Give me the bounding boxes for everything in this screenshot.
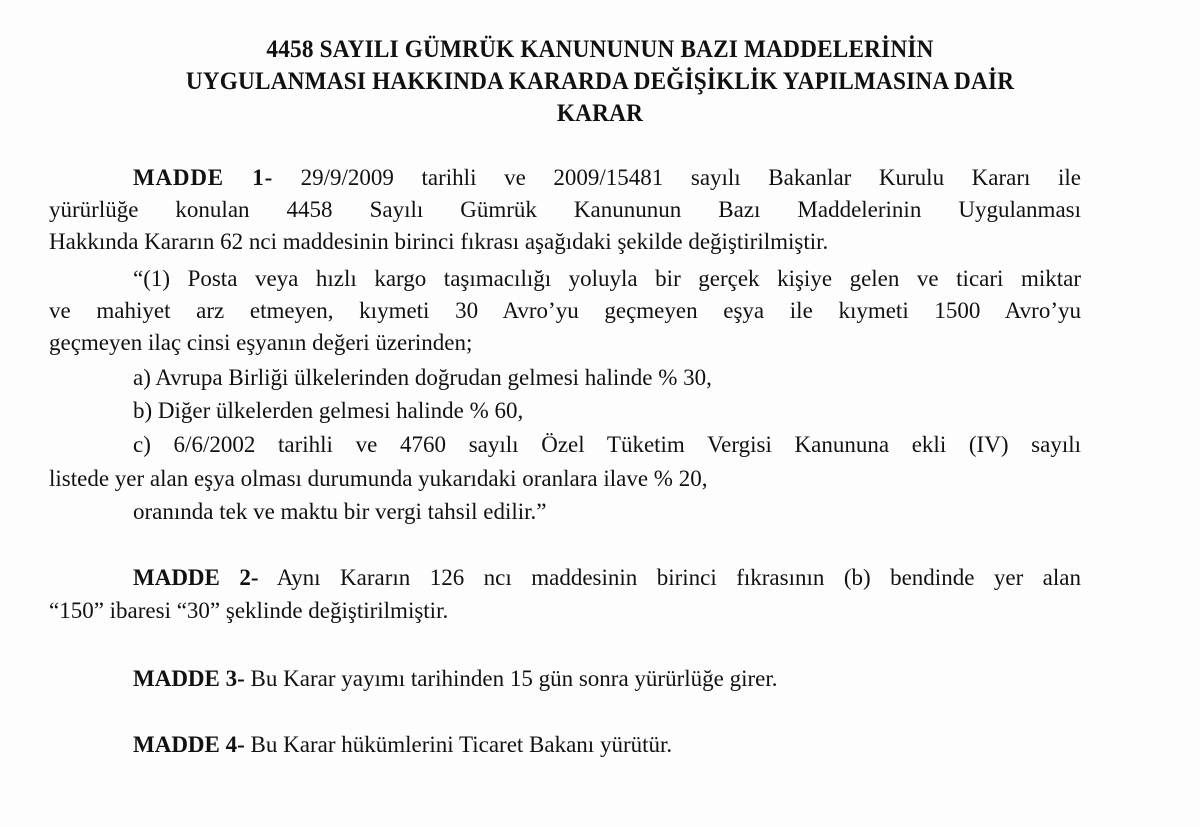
document-title-line-3: KARAR xyxy=(556,100,644,127)
madde-4-label: MADDE 4- xyxy=(133,732,245,757)
madde-2-line-2: “150” ibaresi “30” şeklinde değiştirilmiştir. xyxy=(49,598,449,623)
madde-1-item-c-line-2: listede yer alan eşya olması durumunda yukarıdaki oranlara ilave % 20, xyxy=(49,466,708,491)
madde-1-line-2: yürürlüğe konulan 4458 Sayılı Gümrük Kanununun Bazı Maddelerinin Uygulanması xyxy=(49,197,1081,222)
madde-1-label: MADDE 1- xyxy=(133,165,274,190)
madde-1-line-3: Hakkında Kararın 62 nci maddesinin birinci fıkrası aşağıdaki şekilde değiştirilmiştir. xyxy=(49,229,829,254)
madde-4 xyxy=(133,730,672,760)
document-title-line-2: UYGULANMASI HAKKINDA KARARDA DEĞİŞİKLİK YAPILMASINA DAİR xyxy=(185,68,1015,95)
madde-1-quote-line-1: “(1) Posta veya hızlı kargo taşımacılığı yoluyla bir gerçek kişiye gelen ve ticari miktar xyxy=(133,266,1081,291)
madde-3-label: MADDE 3- xyxy=(133,666,245,691)
madde-1-item-c-line-1: c) 6/6/2002 tarihli ve 4760 sayılı Özel Tüketim Vergisi Kanununa ekli (IV) sayılı xyxy=(133,432,1081,457)
madde-2-first-line xyxy=(133,563,1081,593)
madde-2-text: Aynı Kararın 126 ncı maddesinin birinci fıkrasının (b) bendinde yer alan xyxy=(276,565,1081,590)
madde-1-closing: oranında tek ve maktu bir vergi tahsil edilir.” xyxy=(133,499,547,524)
madde-1-quote-line-2: ve mahiyet arz etmeyen, kıymeti 30 Avro’yu geçmeyen eşya ile kıymeti 1500 Avro’yu xyxy=(49,298,1081,323)
madde-3 xyxy=(133,664,778,694)
madde-1-first-line xyxy=(133,163,1081,193)
document-title-line-1: 4458 SAYILI GÜMRÜK KANUNUNUN BAZI MADDELERİNİN xyxy=(266,36,934,63)
madde-2-label: MADDE 2- xyxy=(133,565,259,590)
madde-1-item-a: a) Avrupa Birliği ülkelerinden doğrudan gelmesi halinde % 30, xyxy=(133,365,712,390)
madde-1-text: 29/9/2009 tarihli ve 2009/15481 sayılı Bakanlar Kurulu Kararı ile xyxy=(300,165,1081,190)
madde-3-text: Bu Karar yayımı tarihinden 15 gün sonra yürürlüğe girer. xyxy=(250,666,778,691)
madde-1-item-b: b) Diğer ülkelerden gelmesi halinde % 60, xyxy=(133,398,524,423)
madde-1-quote-line-3: geçmeyen ilaç cinsi eşyanın değeri üzerinden; xyxy=(49,330,473,355)
madde-4-text: Bu Karar hükümlerini Ticaret Bakanı yürütür. xyxy=(250,732,673,757)
